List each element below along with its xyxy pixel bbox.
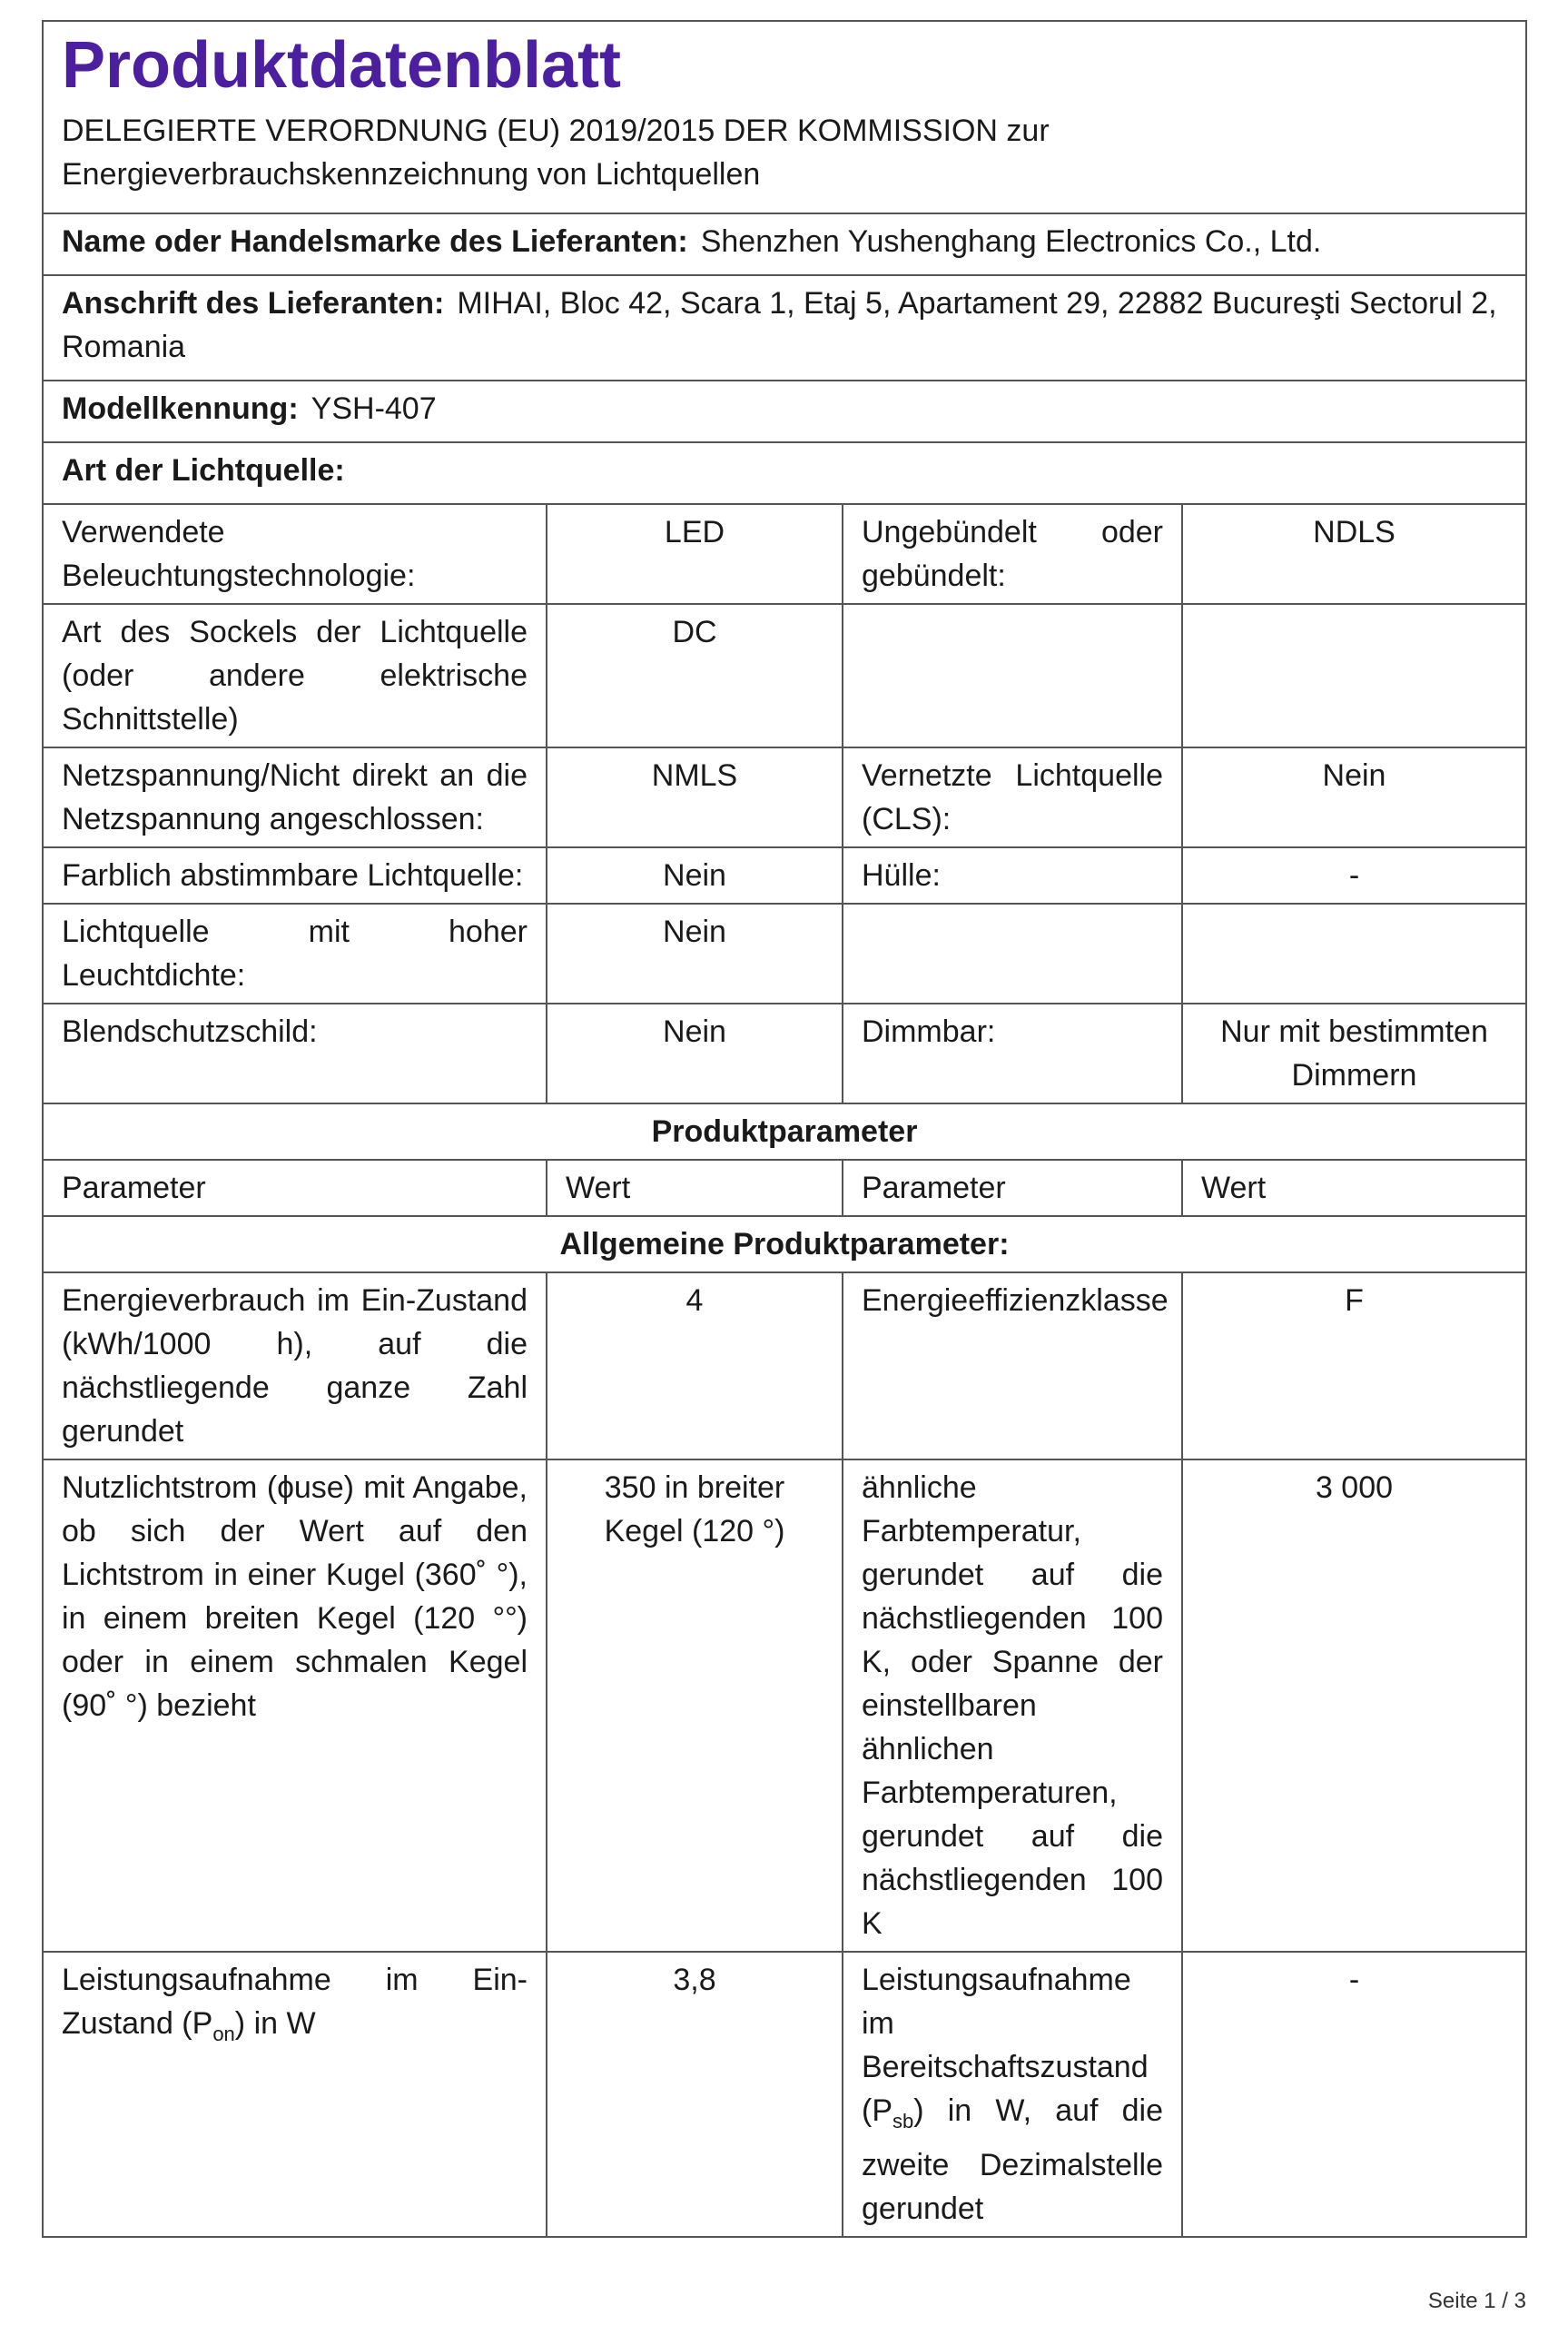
- power-standby-text: Leistungsaufnahme im Bereitschaftszustand (P: [862, 1963, 1149, 2128]
- value-cell: Nein: [547, 904, 843, 1004]
- value-cell: NDLS: [1182, 505, 1525, 604]
- table-row: [44, 1459, 1525, 1952]
- product-data-sheet: [42, 20, 1527, 2238]
- param-cell: [843, 904, 1182, 1004]
- table-row: [44, 1004, 1525, 1103]
- value-cell: [1182, 904, 1525, 1004]
- value-cell: DC: [547, 604, 843, 747]
- value-cell: -: [1348, 1963, 1360, 1997]
- model-row: [44, 381, 1525, 443]
- column-header-row: [44, 1160, 1525, 1216]
- table-row: [44, 747, 1525, 847]
- table-row: [44, 1272, 1525, 1459]
- table-row: [44, 505, 1525, 604]
- param-cell: Art des Sockels der Lichtquelle (oder andere elektrische Schnittstelle): [44, 604, 547, 747]
- general-params-heading: Allgemeine Produktparameter:: [44, 1216, 1525, 1272]
- light-source-type-label: Art der Lichtquelle:: [62, 453, 345, 488]
- power-standby-text-end: ) in W, auf die zweite Dezimalstelle gerundet: [862, 2093, 1163, 2226]
- data-table: [44, 505, 1525, 2236]
- param-cell: Energieeffizienzklasse: [843, 1272, 1182, 1459]
- value-cell: Nein: [547, 847, 843, 904]
- table-row: [44, 604, 1525, 747]
- table-row: [44, 904, 1525, 1004]
- table-row: [44, 847, 1525, 904]
- supplier-address-row: [44, 276, 1525, 381]
- column-header-value-2: Wert: [1182, 1160, 1525, 1216]
- product-params-heading: Produktparameter: [44, 1103, 1525, 1160]
- value-cell: [1182, 604, 1525, 747]
- section-heading-row: [44, 1103, 1525, 1160]
- power-on-text-end: ) in W: [234, 2006, 316, 2041]
- param-cell: Blendschutzschild:: [44, 1004, 547, 1103]
- page-label: Seite: [1427, 2289, 1478, 2313]
- value-cell: 3 000: [1182, 1459, 1525, 1952]
- param-cell: Netzspannung/Nicht direkt an die Netzspannung angeschlossen:: [44, 747, 547, 847]
- value-cell: 350 in breiter Kegel (120 °): [547, 1459, 843, 1952]
- column-header-parameter: Parameter: [44, 1160, 547, 1216]
- page-separator: /: [1502, 2289, 1508, 2313]
- column-header-value: Wert: [547, 1160, 843, 1216]
- param-cell: Dimmbar:: [843, 1004, 1182, 1103]
- model-label: Modellkennung:: [62, 391, 299, 426]
- value-cell: 3,8: [547, 1952, 843, 2236]
- page-total: 3: [1514, 2289, 1526, 2313]
- table-row: [44, 1952, 1525, 2236]
- page-current: 1: [1484, 2289, 1496, 2313]
- value-cell: 4: [547, 1272, 843, 1459]
- value-cell: LED: [547, 505, 843, 604]
- power-on-subscript: on: [212, 2022, 235, 2045]
- column-header-parameter-2: Parameter: [843, 1160, 1182, 1216]
- supplier-address-value: MIHAI, Bloc 42, Scara 1, Etaj 5, Apartament 29, 22882 Bucureşti Sectorul 2, Romania: [62, 286, 1497, 364]
- page-number: [1428, 2289, 1526, 2314]
- value-cell: F: [1182, 1272, 1525, 1459]
- param-cell: Verwendete Beleuchtungstechnologie:: [44, 505, 547, 604]
- param-cell: Energieverbrauch im Ein-Zustand (kWh/1000 h), auf die nächstliegende ganze Zahl gerundet: [44, 1272, 547, 1459]
- value-cell: NMLS: [547, 747, 843, 847]
- page-title: Produktdatenblatt: [62, 29, 622, 102]
- param-cell: Lichtquelle mit hoher Leuchtdichte:: [44, 904, 547, 1004]
- regulation-intro: DELEGIERTE VERORDNUNG (EU) 2019/2015 DER KOMMISSION zur Energieverbrauchskennzeichnung von Lichtquellen: [62, 114, 1050, 192]
- param-cell: ähnliche Farbtemperatur, gerundet auf die nächstliegenden 100 K, oder Spanne der einstellbaren ähnlichen Farbtemperaturen, gerundet auf die nächstliegenden 100 K: [843, 1459, 1182, 1952]
- value-cell: Nur mit bestimmten Dimmern: [1182, 1004, 1525, 1103]
- power-on-text: Leistungsaufnahme im Ein-Zustand (P: [62, 1963, 528, 2041]
- param-cell: Nutzlichtstrom (ɸuse) mit Angabe, ob sich der Wert auf den Lichtstrom in einer Kugel (360˚ °), in einem breiten Kegel (120 °°) oder in einem schmalen Kegel (90˚ °) bezieht: [44, 1459, 547, 1952]
- param-cell: Vernetzte Lichtquelle (CLS):: [843, 747, 1182, 847]
- param-cell-power-standby: [843, 1952, 1182, 2236]
- supplier-name-row: [44, 214, 1525, 276]
- param-cell: Hülle:: [843, 847, 1182, 904]
- model-value: YSH-407: [311, 391, 437, 426]
- power-standby-subscript: sb: [892, 2109, 914, 2132]
- param-cell: Ungebündelt oder gebündelt:: [843, 505, 1182, 604]
- supplier-name-label: Name oder Handelsmarke des Lieferanten:: [62, 224, 688, 259]
- param-cell: Farblich abstimmbare Lichtquelle:: [44, 847, 547, 904]
- value-cell: -: [1182, 847, 1525, 904]
- header-section: [44, 22, 1525, 214]
- supplier-name-value: Shenzhen Yushenghang Electronics Co., Ltd.: [700, 224, 1322, 259]
- param-cell: [843, 604, 1182, 747]
- section-heading-row: [44, 1216, 1525, 1272]
- value-cell: Nein: [547, 1004, 843, 1103]
- supplier-address-label: Anschrift des Lieferanten:: [62, 286, 445, 321]
- value-cell: Nein: [1182, 747, 1525, 847]
- light-source-type-row: [44, 443, 1525, 505]
- param-cell-power-on: [44, 1952, 547, 2236]
